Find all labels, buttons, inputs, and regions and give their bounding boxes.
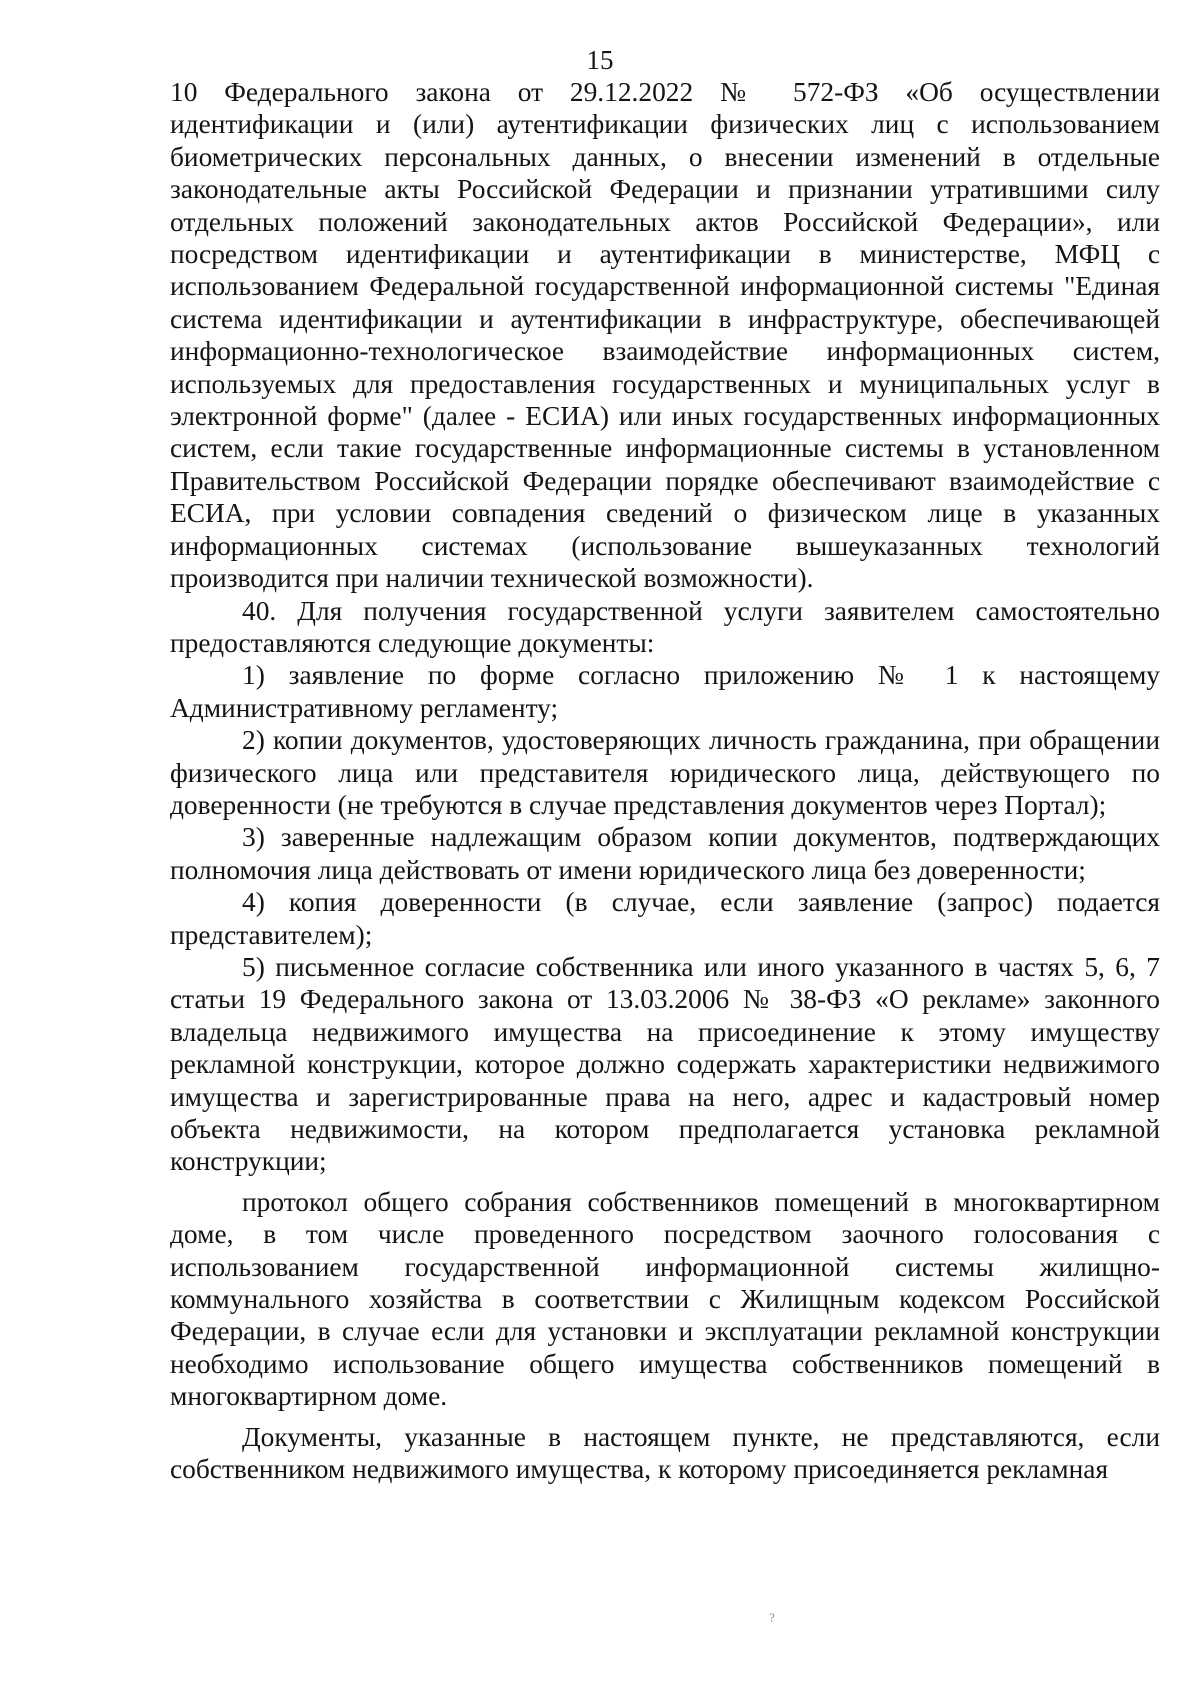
paragraph-documents-not-submitted: Документы, указанные в настоящем пункте, не представляются, если собственником недвижимого имущества, к которому присоединяется рекламная bbox=[170, 1421, 1160, 1485]
paragraph-owners-meeting-protocol: протокол общего собрания собственников помещений в многоквартирном доме, в том числе проведенного посредством заочного голосования с использованием государственной информационной системы жилищно-коммунального хозяйства в соответствии с Жилищным кодексом Российской Федерации, в случае если для установки и эксплуатации рекламной конструкции необходимо использование общего имущества собственников помещений в многоквартирном доме. bbox=[170, 1186, 1160, 1412]
list-item-3-authority-documents: 3) заверенные надлежащим образом копии документов, подтверждающих полномочия лица действовать от имени юридического лица без доверенности; bbox=[170, 822, 1160, 885]
list-item-5-owner-consent: 5) письменное согласие собственника или иного указанного в частях 5, 6, 7 статьи 19 Федерального закона от 13.03.2006 № 38-ФЗ «О рекламе» законного владельца недвижимого имущества на присоединение к этому имуществу рекламной конструкции, которое должно содержать характеристики недвижимого имущества и зарегистрированные права на него, адрес и кадастровый номер объекта недвижимости, на котором предполагается установка рекламной конструкции; bbox=[170, 951, 1160, 1177]
document-body bbox=[170, 76, 1160, 1485]
paragraph-identification-continuation: 10 Федерального закона от 29.12.2022 № 572-ФЗ «Об осуществлении идентификации и (или) аутентификации физических лиц с использованием биометрических персональных данных, о внесении изменений в отдельные законодательные акты Российской Федерации и признании утратившими силу отдельных положений законодательных актов Российской Федерации», или посредством идентификации и аутентификации в министерстве, МФЦ с использованием Федеральной государственной информационной системы "Единая система идентификации и аутентификации в инфраструктуре, обеспечивающей информационно-технологическое взаимодействие информационных систем, используемых для предоставления государственных и муниципальных услуг в электронной форме" (далее - ЕСИА) или иных государственных информационных систем, если такие государственные информационные системы в установленном Правительством Российской Федерации порядке обеспечивают взаимодействие с ЕСИА, при условии совпадения сведений о физическом лице в указанных информационных системах (использование вышеуказанных технологий производится при наличии технической возможности). bbox=[170, 77, 1160, 594]
page-number: 15 bbox=[586, 45, 614, 75]
scan-artifact-mark: ? bbox=[769, 1610, 775, 1625]
list-item-4-power-of-attorney: 4) копия доверенности (в случае, если заявление (запрос) подается представителем); bbox=[170, 887, 1160, 950]
paragraph-item-40: 40. Для получения государственной услуги заявителем самостоятельно предоставляются следующие документы: bbox=[170, 595, 1160, 658]
list-item-1-application: 1) заявление по форме согласно приложению № 1 к настоящему Административному регламенту; bbox=[170, 660, 1160, 723]
list-item-2-identity-documents: 2) копии документов, удостоверяющих личность гражданина, при обращении физического лица или представителя юридического лица, действующего по доверенности (не требуются в случае представления документов через Портал); bbox=[170, 725, 1160, 820]
